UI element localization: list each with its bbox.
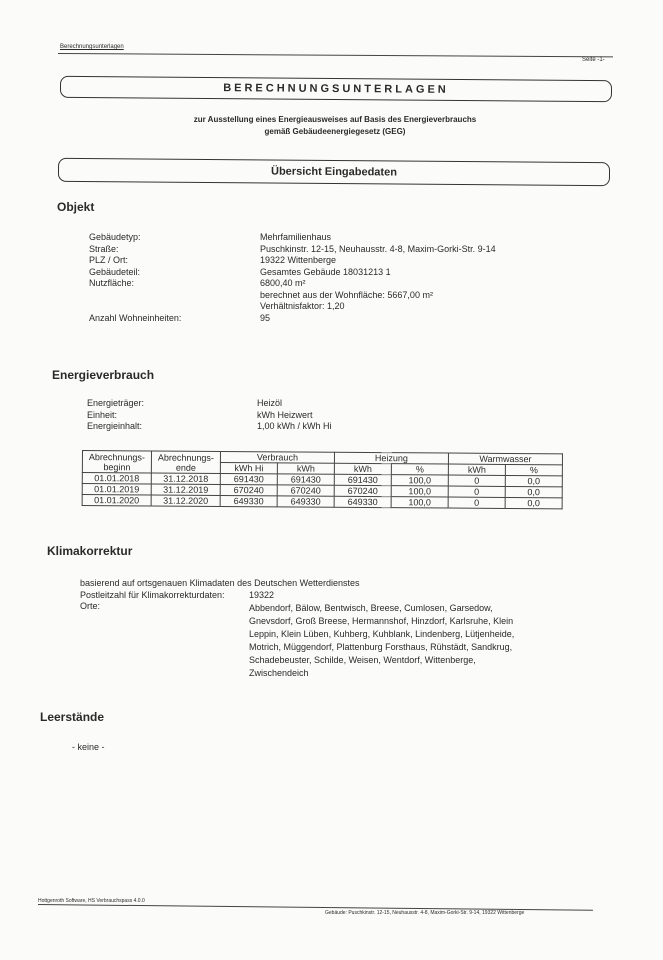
klima-plz-label: Postleitzahl für Klimakorrekturdaten: bbox=[80, 590, 225, 600]
overview-title: Übersicht Eingabedaten bbox=[270, 165, 397, 179]
field-value: Mehrfamilienhaus bbox=[260, 232, 332, 242]
table-cell: 691430 bbox=[220, 473, 277, 484]
subtitle-line-2: gemäß Gebäudeenergiegesetz (GEG) bbox=[264, 127, 406, 136]
subtitle bbox=[60, 114, 610, 138]
table-cell: 01.01.2018 bbox=[82, 473, 151, 484]
title-box bbox=[60, 76, 612, 102]
objekt-list bbox=[89, 232, 569, 324]
th-sub: kWh bbox=[277, 463, 334, 474]
field-row bbox=[89, 278, 569, 290]
field-value: berechnet aus der Wohnfläche: 5667,00 m² bbox=[260, 289, 433, 300]
field-label: Anzahl Wohneinheiten: bbox=[89, 312, 182, 323]
field-row bbox=[89, 290, 569, 302]
field-label: PLZ / Ort: bbox=[89, 255, 129, 265]
subtitle-line-1: zur Ausstellung eines Energieausweises auf Basis des Energieverbrauchs bbox=[193, 115, 477, 124]
footer-building: Gebäude: Puschkinstr. 12-15, Neuhausstr. 4-8, Maxim-Gorki-Str. 9-14, 19322 Wittenberge bbox=[325, 910, 525, 916]
table-cell: 649330 bbox=[277, 496, 334, 507]
table-cell: 31.12.2019 bbox=[151, 484, 220, 495]
field-value: Heizöl bbox=[257, 398, 283, 408]
th-end: Abrechnungs-ende bbox=[151, 451, 220, 473]
field-row bbox=[89, 267, 569, 279]
th-sub: kWh bbox=[334, 463, 391, 474]
header-title: Berechnungsunterlagen bbox=[60, 44, 124, 50]
section-objekt: Objekt bbox=[57, 200, 95, 214]
field-value: kWh Heizwert bbox=[257, 409, 313, 420]
field-label: Nutzfläche: bbox=[89, 278, 135, 288]
table-cell: 100,0 bbox=[391, 475, 448, 486]
consumption-table-wrap bbox=[82, 450, 563, 509]
table-cell: 649330 bbox=[334, 496, 391, 507]
section-energieverbrauch: Energieverbrauch bbox=[52, 368, 155, 382]
table-cell: 649330 bbox=[220, 495, 277, 506]
table-cell: 0 bbox=[448, 486, 505, 497]
th-sub: kWh Hi bbox=[220, 462, 277, 473]
table-cell: 670240 bbox=[277, 485, 334, 496]
klima-orte bbox=[249, 602, 579, 680]
field-label: Einheit: bbox=[87, 409, 118, 420]
field-row bbox=[89, 232, 569, 244]
th-verbrauch: Verbrauch bbox=[220, 451, 334, 463]
field-row bbox=[87, 410, 567, 422]
th-sub: % bbox=[505, 464, 562, 475]
field-label: Gebäudeteil: bbox=[89, 266, 141, 277]
field-value: 1,00 kWh / kWh Hi bbox=[257, 421, 332, 431]
field-value: Puschkinstr. 12-15, Neuhausstr. 4-8, Maxim-Gorki-Str. 9-14 bbox=[260, 243, 496, 254]
th-sub: % bbox=[391, 464, 448, 475]
klima-plz: 19322 bbox=[249, 590, 275, 600]
field-row bbox=[89, 301, 569, 313]
table-cell: 0 bbox=[448, 497, 505, 508]
field-row bbox=[89, 244, 569, 256]
orte-line: Abbendorf, Bälow, Bentwisch, Breese, Cumlosen, Garsedow, bbox=[249, 603, 493, 613]
field-value: Verhältnisfaktor: 1,20 bbox=[260, 301, 345, 311]
th-sub: kWh bbox=[448, 464, 505, 475]
consumption-table bbox=[82, 450, 563, 509]
field-value: 95 bbox=[260, 312, 271, 323]
table-cell: 31.12.2018 bbox=[151, 473, 220, 484]
table-cell: 0,0 bbox=[505, 497, 562, 508]
table-cell: 0,0 bbox=[505, 486, 562, 497]
table-cell: 0 bbox=[448, 475, 505, 486]
orte-line: Schadebeuster, Schilde, Weisen, Wentdorf, Wittenberge, bbox=[249, 655, 476, 665]
footer-software: Hottgenroth Software, HS Verbrauchspass 4.0.0 bbox=[38, 898, 145, 904]
field-label: Energieinhalt: bbox=[87, 421, 143, 431]
table-cell: 01.01.2020 bbox=[82, 495, 151, 506]
orte-line: Leppin, Klein Lüben, Kuhberg, Kuhblank, Lindenberg, Lütjenheide, bbox=[249, 629, 515, 639]
table-cell: 670240 bbox=[220, 484, 277, 495]
orte-line: Gnevsdorf, Groß Breese, Hermannshof, Hinzdorf, Karlsruhe, Klein bbox=[249, 616, 514, 626]
table-cell: 100,0 bbox=[391, 486, 448, 497]
page-number: Seite -1- bbox=[582, 57, 605, 63]
field-value: Gesamtes Gebäude 18031213 1 bbox=[260, 266, 391, 277]
field-value: 19322 Wittenberge bbox=[260, 255, 337, 265]
th-heizung: Heizung bbox=[334, 452, 448, 464]
table-cell: 691430 bbox=[334, 474, 391, 485]
field-row bbox=[87, 398, 567, 410]
field-label bbox=[89, 301, 260, 313]
orte-line: Zwischendeich bbox=[249, 668, 309, 678]
field-row bbox=[89, 255, 569, 267]
section-leerstaende: Leerstände bbox=[40, 710, 105, 724]
field-row bbox=[89, 313, 569, 325]
orte-line: Motrich, Müggendorf, Plattenburg Forsthaus, Rühstädt, Sandkrug, bbox=[249, 642, 513, 652]
field-label bbox=[89, 290, 260, 302]
klima-basis: basierend auf ortsgenauen Klimadaten des Deutschen Wetterdienstes bbox=[80, 578, 360, 588]
header-divider bbox=[58, 53, 613, 57]
energie-list bbox=[87, 398, 567, 433]
field-label: Straße: bbox=[89, 243, 119, 254]
table-cell: 670240 bbox=[334, 485, 391, 496]
leerstaende-value: - keine - bbox=[72, 742, 105, 752]
field-label: Energieträger: bbox=[87, 398, 145, 408]
overview-box bbox=[58, 158, 610, 186]
klima-orte-label: Orte: bbox=[80, 601, 101, 611]
field-value: 6800,40 m² bbox=[260, 278, 306, 288]
th-begin: Abrechnungs-beginn bbox=[82, 451, 151, 473]
table-cell: 691430 bbox=[277, 474, 334, 485]
field-row bbox=[87, 421, 567, 433]
field-label: Gebäudetyp: bbox=[89, 232, 141, 242]
document-title: BERECHNUNGSUNTERLAGEN bbox=[223, 82, 449, 96]
table-cell: 0,0 bbox=[505, 475, 562, 486]
section-klimakorrektur: Klimakorrektur bbox=[47, 544, 133, 558]
th-warmwasser: Warmwasser bbox=[448, 453, 562, 465]
table-cell: 01.01.2019 bbox=[82, 484, 151, 495]
table-row bbox=[82, 495, 562, 509]
table-cell: 100,0 bbox=[391, 497, 448, 508]
table-cell: 31.12.2020 bbox=[151, 495, 220, 506]
